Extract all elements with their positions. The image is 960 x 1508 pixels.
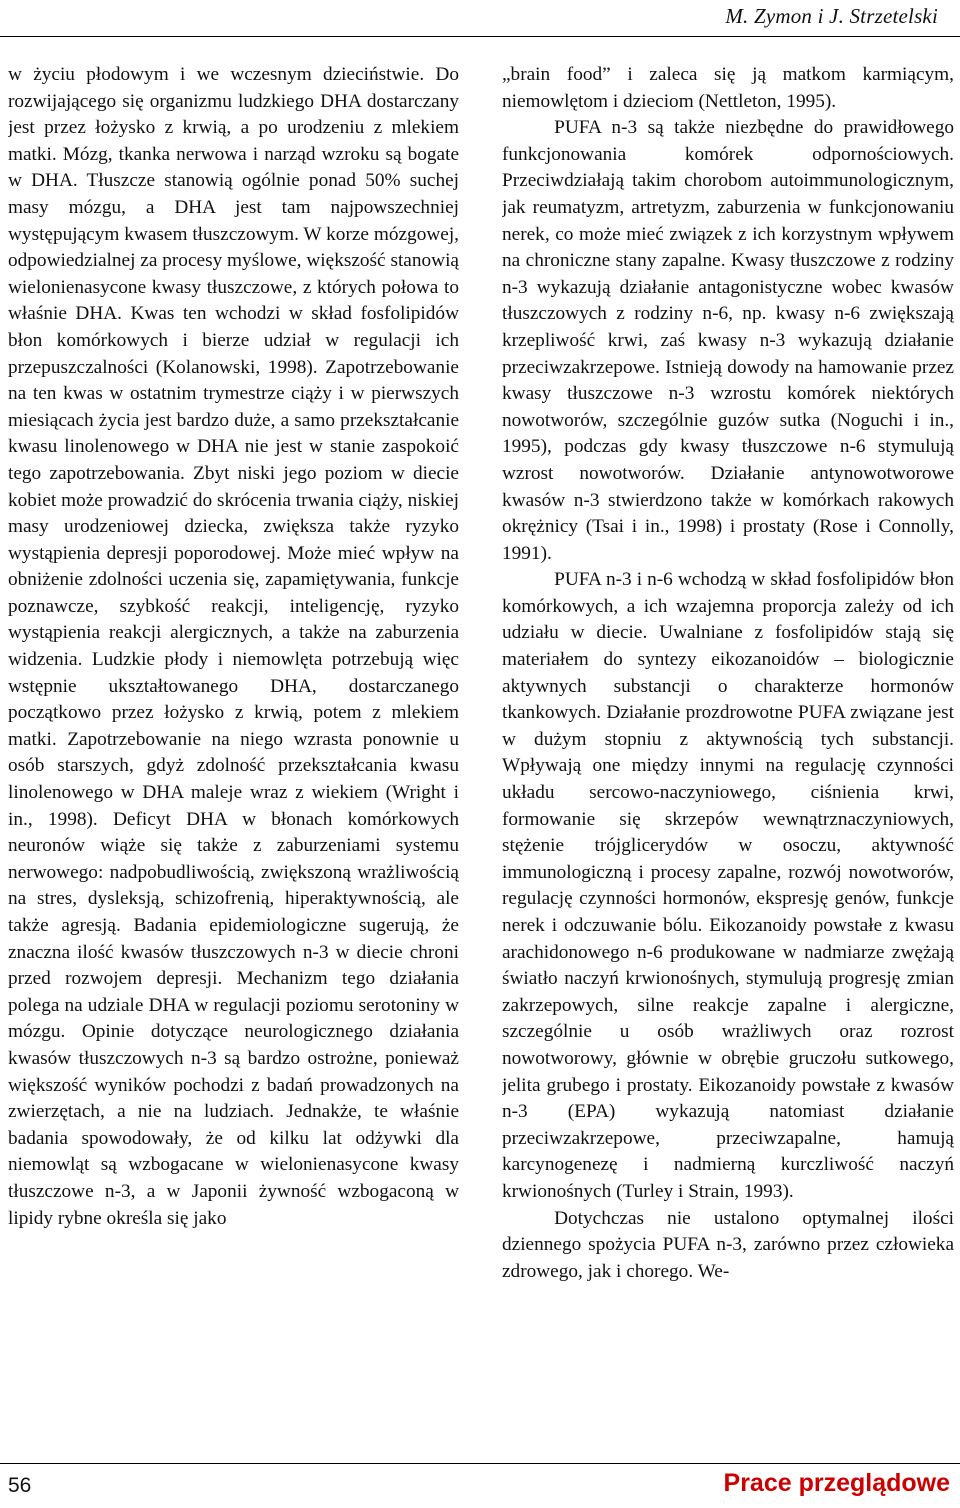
paragraph: „brain food” i zaleca się ją matkom karmiącym, niemowlętom i dzieciom (Nettleton, 1995).	[502, 64, 954, 112]
paragraph: PUFA n-3 i n-6 wchodzą w skład fosfolipidów błon komórkowych, a ich wzajemna proporcja zależy od ich udziału w diecie. Uwalniane z fosfolipidów stają się materiałem do syntezy eikozanoidów – biologicznie aktywnych substancji o charakterze hormonów tkankowych. Działanie prozdrowotne PUFA związane jest w dużym stopniu z aktywnością tych substancji. Wpływają one między innymi na regulację czynności układu sercowo-naczyniowego, ciśnienia krwi, formowanie się skrzepów wewnątrznaczyniowych, stężenie trójglicerydów w osoczu, aktywność immunologiczną i procesy zapalne, rozwój nowotworów, regulację czynności hormonów, ekspresję genów, funkcje nerek i odczuwanie bólu. Eikozanoidy powstałe z kwasu arachidonowego n-6 produkowane w nadmiarze zwężają światło naczyń krwionośnych, stymulują progresję zmian zakrzepowych, silne reakcje zapalne i alergiczne, szczególnie u osób wrażliwych oraz rozrost nowotworowy, głównie w obrębie gruczołu sutkowego, jelita grubego i prostaty. Eikozanoidy powstałe z kwasów n-3 (EPA) wykazują natomiast działanie przeciwzakrzepowe, przeciwzapalne, hamują karcynogenezę i nadmierną kurczliwość naczyń krwionośnych (Turley i Strain, 1993).	[502, 569, 954, 1202]
page-number: 56	[8, 1474, 32, 1497]
paragraph: w życiu płodowym i we wczesnym dzieciństwie. Do rozwijającego się organizmu ludzkiego DHA dostarczany jest przez łożysko z krwią, a po urodzeniu z mlekiem matki. Mózg, tkanka nerwowa i narząd wzroku są bogate w DHA. Tłuszcze stanowią ogólnie ponad 50% suchej masy mózgu, a DHA jest tam najpowszechniej występującym kwasem tłuszczowym. W korze mózgowej, odpowiedzialnej za procesy myślowe, większość stanowią wielonienasycone kwasy tłuszczowe, z których połowa to właśnie DHA. Kwas ten wchodzi w skład fosfolipidów błon komórkowych i bierze udział w regulacji ich przepuszczalności (Kolanowski, 1998). Zapotrzebowanie na ten kwas w ostatnim trymestrze ciąży i w pierwszych miesiącach życia jest bardzo duże, a samo przekształcanie kwasu linolenowego w DHA nie jest w stanie zaspokoić tego zapotrzebowania. Zbyt niski jego poziom w diecie kobiet może prowadzić do skrócenia trwania ciąży, niskiej masy urodzeniowej dziecka, zwiększa także ryzyko wystąpienia depresji poporodowej. Może mieć wpływ na obniżenie zdolności uczenia się, zapamiętywania, funkcje poznawcze, szybkość reakcji, inteligencję, ryzyko wystąpienia reakcji alergicznych, a także na zaburzenia widzenia. Ludzkie płody i niemowlęta potrzebują więc wstępnie ukształtowanego DHA, dostarczanego początkowo przez łożysko z krwią, potem z mlekiem matki. Zapotrzebowanie na niego wzrasta ponownie u osób starszych, gdyż zdolność przekształcania kwasu linolenowego w DHA maleje wraz z wiekiem (Wright i in., 1998). Deficyt DHA w błonach komórkowych neuronów wiąże się także z zaburzeniami systemu nerwowego: nadpobudliwością, zwiększoną wrażliwością na stres, dysleksją, schizofrenią, hiperaktywnością, ale także agresją. Badania epidemiologiczne sugerują, że znaczna ilość kwasów tłuszczowych n-3 w diecie chroni przed rozwojem depresji. Mechanizm tego działania polega na udziale DHA w regulacji poziomu serotoniny w mózgu. Opinie dotyczące neurologicznego działania kwasów tłuszczowych n-3 są bardzo ostrożne, ponieważ większość wyników pochodzi z badań prowadzonych na zwierzętach, a nie na ludziach. Jednakże, te właśnie badania spowodowały, że od kilku lat odżywki dla niemowląt są wzbogacane w wielonienasycone kwasy tłuszczowe n-3, a w Japonii żywność wzbogaconą w lipidy rybne określa się jako	[8, 64, 459, 1229]
paragraph: PUFA n-3 są także niezbędne do prawidłowego funkcjonowania komórek odpornościowych. Przeciwdziałają takim chorobom autoimmunologicznym, jak reumatyzm, artretyzm, zaburzenia w funkcjonowaniu nerek, co może mieć związek z ich korzystnym wpływem na chroniczne stany zapalne. Kwasy tłuszczowe z rodziny n-3 wykazują działanie antagonistyczne wobec kwasów tłuszczowych z rodziny n-6, np. kwasy n-6 zwiększają krzepliwość krwi, zaś kwasy n-3 wykazują działanie przeciwzakrzepowe. Istnieją dowody na hamowanie przez kwasy tłuszczowe n-3 wzrostu komórek niektórych nowotworów, szczególnie guzów sutka (Noguchi i in., 1995), podczas gdy kwasy tłuszczowe n-6 stymulują wzrost nowotworów. Działanie antynowotworowe kwasów n-3 stwierdzono także w komórkach rakowych okrężnicy (Tsai i in., 1998) i prostaty (Rose i Connolly, 1991).	[502, 117, 954, 564]
left-column	[8, 62, 459, 1432]
paragraph: Dotychczas nie ustalono optymalnej ilości dziennego spożycia PUFA n-3, zarówno przez człowieka zdrowego, jak i chorego. We-	[502, 1207, 954, 1282]
section-label: Prace przeglądowe	[723, 1469, 950, 1497]
footer-rule	[0, 1463, 960, 1464]
right-column	[502, 62, 954, 1432]
running-head: M. Zymon i J. Strzetelski	[725, 4, 938, 28]
header-rule	[0, 36, 960, 37]
